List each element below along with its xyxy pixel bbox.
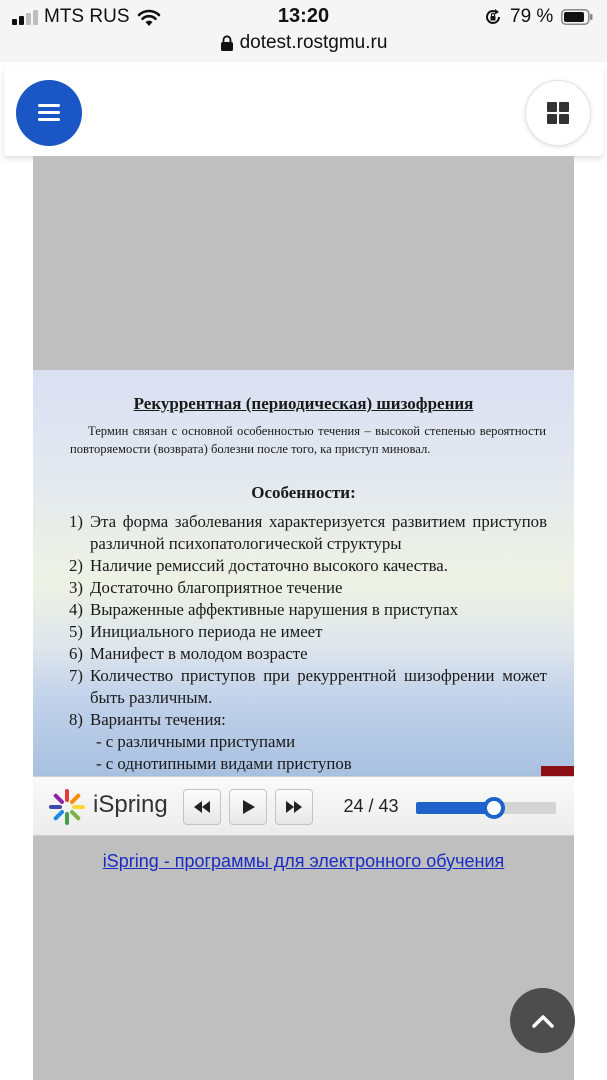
slide-subtitle: Особенности: [251,483,356,502]
ispring-link[interactable]: iSpring - программы для электронного обучения [102,851,505,871]
lock-icon [220,35,234,52]
apps-button[interactable] [525,80,591,146]
hamburger-menu-icon [38,104,60,122]
previous-icon [192,797,212,817]
carrier-name: MTS RUS [44,6,130,27]
slide-title: Рекуррентная (периодическая) шизофрения [133,394,474,413]
battery-icon [561,9,593,25]
list-item: 2) Наличие ремиссий достаточно высокого качества. [69,556,448,575]
url-text[interactable]: dotest.rostgmu.ru [239,32,388,53]
status-bar [0,0,607,34]
list-item: 8) Варианты течения: [69,710,226,729]
list-item: 5) Инициального периода не имеет [69,622,323,641]
slide-list [69,511,547,775]
page-header [4,66,603,156]
slide-intro: Термин связан с основной особенностью течения – высокой степенью вероятности повторяемости (возврата) болезни после того, ка приступ миновал. [70,424,546,456]
list-subitem: - с однотипными видами приступов [96,754,352,773]
clock: 13:20 [277,5,330,27]
list-subitem: - с различными приступами [96,732,296,751]
list-item: 1) Эта форма заболевания характеризуется развитием приступов различной психопатологической структуры [69,512,547,553]
next-icon [284,797,304,817]
previous-button[interactable] [183,789,221,825]
scroll-to-top-button[interactable] [510,988,575,1053]
rotation-lock-icon [484,8,502,26]
slide-accent-bar [541,766,574,776]
menu-button[interactable] [16,80,82,146]
list-item: 4) Выраженные аффективные нарушения в приступах [69,600,459,619]
list-item: 6) Манифест в молодом возрасте [69,644,308,663]
play-icon [238,797,258,817]
play-button[interactable] [229,789,267,825]
list-item: 3) Достаточно благоприятное течение [69,578,343,597]
grid-icon [547,102,569,124]
player-toolbar [33,776,574,836]
brand-name: iSpring [93,791,168,818]
ispring-logo-icon [47,787,87,827]
seek-bar-thumb[interactable] [483,797,505,819]
battery-percent: 79 % [510,6,554,27]
slide-counter: 24 / 43 [343,796,399,816]
slide [33,370,574,776]
chevron-up-icon [529,1007,557,1035]
address-bar[interactable] [0,30,607,62]
next-button[interactable] [275,789,313,825]
seek-bar[interactable] [416,802,556,814]
list-item: 7) Количество приступов при рекуррентной шизофрении может быть различным. [69,666,547,707]
